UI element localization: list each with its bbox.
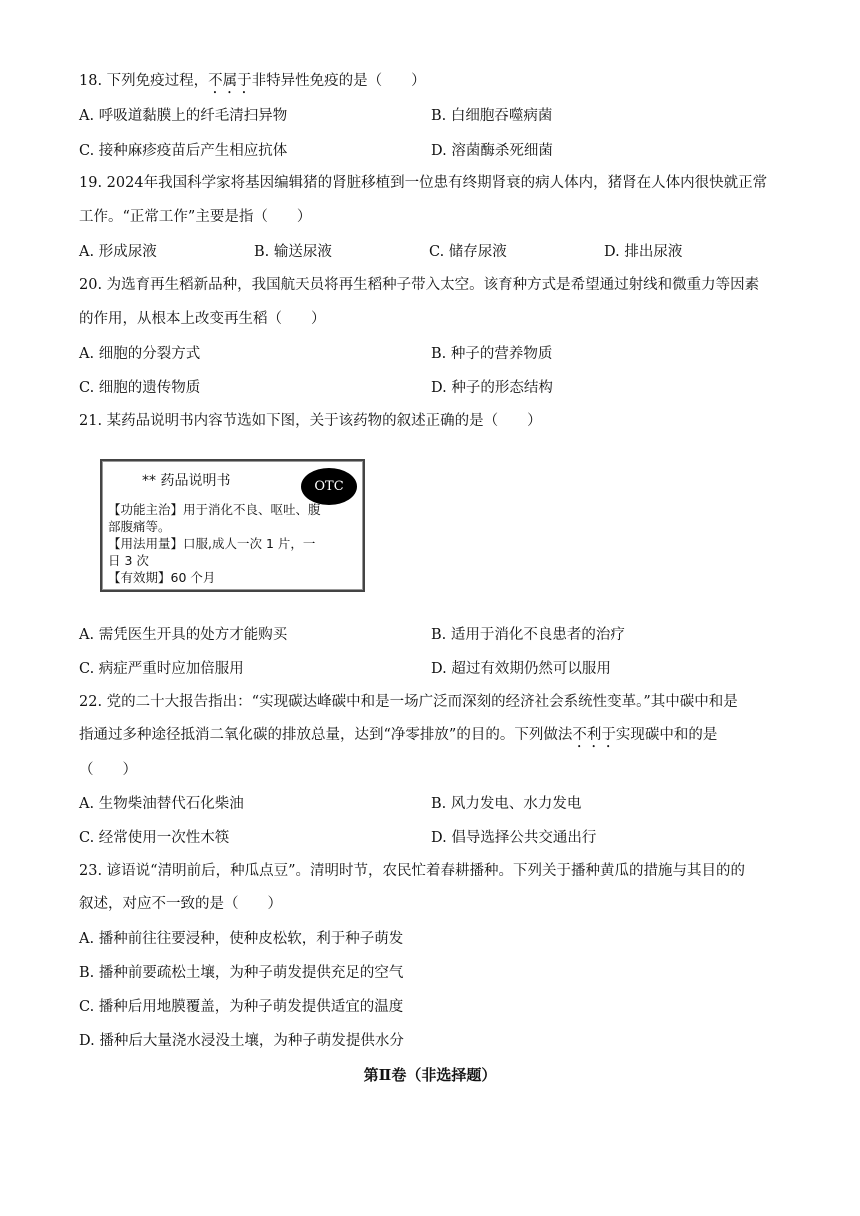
q18-option-d: D. 溶菌酶杀死细菌	[431, 143, 553, 159]
medicine-label-title: ** 药品说明书	[142, 473, 231, 489]
q19-options	[79, 242, 779, 262]
q21-option-b: B. 适用于消化不良患者的治疗	[431, 627, 625, 643]
medicine-label-line5: 【有效期】60 个月	[108, 570, 216, 585]
q18-stem-rest: 非特异性免疫的是（ ）	[251, 73, 426, 89]
q23-option-b: B. 播种前要疏松土壤，为种子萌发提供充足的空气	[79, 965, 404, 981]
q21-option-c: C. 病症严重时应加倍服用	[79, 661, 244, 677]
q20-option-d: D. 种子的形态结构	[431, 380, 553, 396]
q23-option-a: A. 播种前往往要浸种，使种皮松软，利于种子萌发	[79, 931, 404, 947]
q19-stem-line2: 工作。“正常工作”主要是指（ ）	[79, 209, 312, 225]
q18-stem-text: 18. 下列免疫过程，	[79, 73, 209, 89]
q18-emphasis: 不属于	[208, 73, 252, 89]
q22-option-d: D. 倡导选择公共交通出行	[431, 830, 597, 846]
otc-badge: OTC	[301, 468, 357, 505]
q22-stem-line2-rest: 实现碳中和的是	[615, 727, 718, 743]
q20-option-c: C. 细胞的遗传物质	[79, 380, 201, 396]
q20-stem-line1: 20. 为选育再生稻新品种，我国航天员将再生稻种子带入太空。该育种方式是希望通过射线和微重力等因素	[79, 277, 760, 293]
q18-option-c: C. 接种麻疹疫苗后产生相应抗体	[79, 143, 288, 159]
q22-stem-line2-text: 指通过多种途径抵消二氧化碳的排放总量，达到“净零排放”的目的。下列做法	[79, 727, 573, 743]
q22-stem-line2	[79, 725, 717, 751]
medicine-label-line2: 部腹痛等。	[108, 519, 171, 534]
q22-answer-bracket: （ ）	[79, 762, 137, 778]
q21-option-a: A. 需凭医生开具的处方才能购买	[79, 627, 288, 643]
q20-stem-line2: 的作用，从根本上改变再生稻（ ）	[79, 311, 326, 327]
q19-stem-line1: 19. 2024年我国科学家将基因编辑猪的肾脏移植到一位患有终期肾衰的病人体内，猪肾在人体内很快就正常	[79, 175, 768, 191]
q19-option-b: B. 输送尿液	[254, 244, 332, 260]
q18-stem	[79, 71, 426, 97]
medicine-label-image	[100, 459, 365, 592]
q21-stem: 21. 某药品说明书内容节选如下图，关于该药物的叙述正确的是（ ）	[79, 413, 542, 429]
q22-stem-line1: 22. 党的二十大报告指出：“实现碳达峰碳中和是一场广泛而深刻的经济社会系统性变革。”其中碳中和是	[79, 694, 738, 710]
q22-emphasis: 不利于	[572, 727, 616, 743]
q20-option-a: A. 细胞的分裂方式	[79, 346, 201, 362]
q23-option-d: D. 播种后大量浇水浸没土壤，为种子萌发提供水分	[79, 1033, 404, 1049]
q19-option-d: D. 排出尿液	[604, 244, 683, 260]
q18-option-a: A. 呼吸道黏膜上的纤毛清扫异物	[79, 108, 288, 124]
section-title: 第Ⅱ卷（非选择题）	[363, 1066, 497, 1084]
q23-stem-line1: 23. 谚语说“清明前后，种瓜点豆”。清明时节，农民忙着春耕播种。下列关于播种黄瓜的措施与其目的的	[79, 863, 745, 879]
q22-option-b: B. 风力发电、水力发电	[431, 796, 582, 812]
medicine-label-line3: 【用法用量】口服,成人一次 1 片，一	[108, 536, 316, 551]
medicine-label-line1: 【功能主治】用于消化不良、呕吐、腹	[108, 502, 321, 517]
q21-option-d: D. 超过有效期仍然可以服用	[431, 661, 611, 677]
q23-option-c: C. 播种后用地膜覆盖，为种子萌发提供适宜的温度	[79, 999, 404, 1015]
q19-option-a: A. 形成尿液	[79, 244, 157, 260]
q22-option-c: C. 经常使用一次性木筷	[79, 830, 230, 846]
q22-option-a: A. 生物柴油替代石化柴油	[79, 796, 244, 812]
q20-option-b: B. 种子的营养物质	[431, 346, 553, 362]
q23-stem-line2: 叙述，对应不一致的是（ ）	[79, 896, 282, 912]
medicine-label-line4: 日 3 次	[108, 553, 149, 568]
q19-option-c: C. 储存尿液	[429, 244, 507, 260]
q18-option-b: B. 白细胞吞噬病菌	[431, 108, 553, 124]
